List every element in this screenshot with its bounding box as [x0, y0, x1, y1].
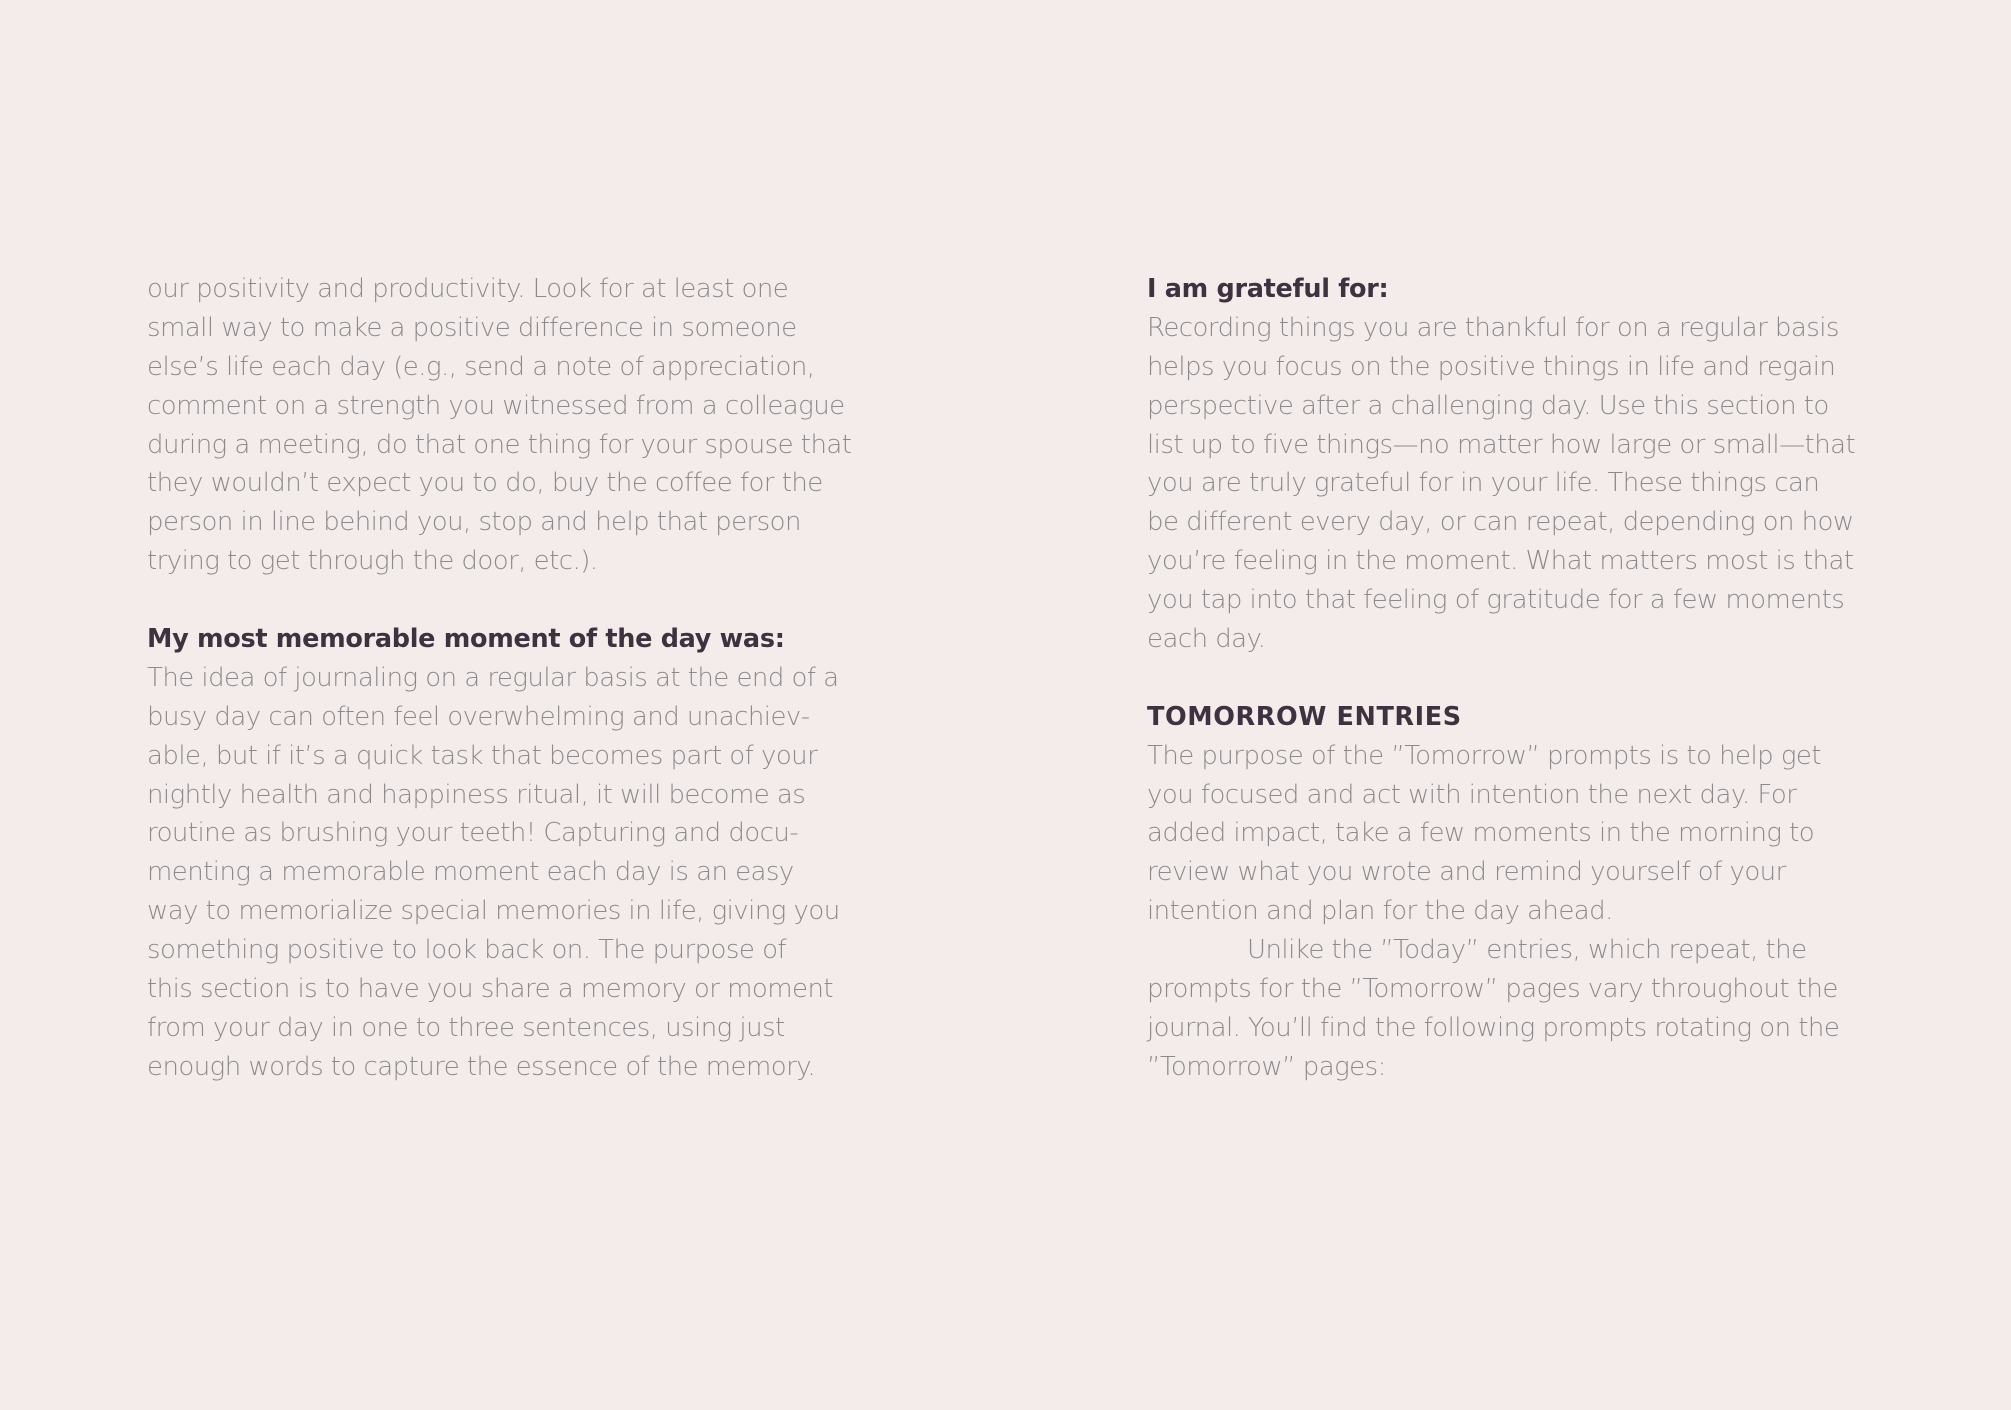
body-line: trying to get through the door, etc.).: [147, 546, 598, 577]
body-line: this section is to have you share a memory or moment: [147, 974, 834, 1005]
body-line: way to memorialize special memories in life, giving you: [147, 896, 840, 927]
body-line: The purpose of the ”Tomorrow” prompts is to help get: [1147, 740, 1821, 771]
body-line: able, but if it’s a quick task that becomes part of your: [147, 740, 818, 771]
body-line: person in line behind you, stop and help that person: [147, 507, 801, 538]
body-line: list up to five things—no matter how large or small—that: [1147, 429, 1856, 460]
body-line: helps you focus on the positive things in life and regain: [1147, 351, 1836, 382]
left-page: [0, 0, 1005, 1410]
body-line: ”Tomorrow” pages:: [1147, 1051, 1386, 1082]
body-line: review what you wrote and remind yourself of your: [1147, 857, 1786, 888]
body-line: they wouldn’t expect you to do, buy the coffee for the: [147, 468, 823, 499]
right-text-column: [1147, 270, 1867, 1087]
body-line: prompts for the ”Tomorrow” pages vary throughout the: [1147, 974, 1838, 1005]
tomorrow-entries-heading: TOMORROW ENTRIES: [1147, 701, 1462, 732]
tomorrow-paragraph: [1147, 737, 1867, 931]
left-text-column: [147, 270, 867, 1087]
body-line: menting a memorable moment each day is an easy: [147, 857, 794, 888]
body-line: you focused and act with intention the next day. For: [1147, 779, 1797, 810]
body-line: enough words to capture the essence of the memory.: [147, 1051, 816, 1082]
body-line: each day.: [1147, 624, 1266, 655]
body-line: during a meeting, do that one thing for your spouse that: [147, 429, 852, 460]
body-line: The idea of journaling on a regular basis at the end of a: [147, 662, 839, 693]
body-line: perspective after a challenging day. Use this section to: [1147, 390, 1829, 421]
body-line: our positivity and productivity. Look for at least one: [147, 274, 789, 304]
right-page: [1005, 0, 2010, 1410]
body-line: be different every day, or can repeat, depending on how: [1147, 507, 1854, 538]
memorable-moment-paragraph: [147, 659, 867, 1087]
body-line: something positive to look back on. The purpose of: [147, 935, 787, 966]
body-line: else’s life each day (e.g., send a note of appreciation,: [147, 351, 815, 382]
grateful-paragraph: [1147, 309, 1867, 659]
body-line: you’re feeling in the moment. What matters most is that: [1147, 546, 1854, 577]
memorable-moment-heading: My most memorable moment of the day was:: [147, 624, 785, 655]
body-line: you are truly grateful for in your life. These things can: [1147, 468, 1820, 499]
paragraph-gap: [147, 581, 867, 620]
body-line: nightly health and happiness ritual, it will become as: [147, 779, 806, 810]
paragraph-gap: [1147, 659, 1867, 698]
body-line: Recording things you are thankful for on a regular basis: [1147, 312, 1839, 343]
tomorrow-paragraph-2: [1147, 931, 1867, 1087]
body-line: you tap into that feeling of gratitude for a few moments: [1147, 585, 1845, 616]
body-line: added impact, take a few moments in the morning to: [1147, 818, 1815, 849]
body-line: routine as brushing your teeth! Capturing and docu-: [147, 818, 799, 849]
body-line: comment on a strength you witnessed from a colleague: [147, 390, 845, 421]
grateful-heading: I am grateful for:: [1147, 274, 1389, 304]
body-line: intention and plan for the day ahead.: [1147, 896, 1613, 927]
intro-paragraph: [147, 270, 867, 581]
body-line: from your day in one to three sentences, using just: [147, 1012, 785, 1043]
body-line: busy day can often feel overwhelming and unachiev-: [147, 701, 810, 732]
body-line: small way to make a positive difference in someone: [147, 312, 797, 343]
body-line-indented: Unlike the ”Today” entries, which repeat, the: [1247, 935, 1807, 966]
body-line: journal. You’ll find the following prompts rotating on the: [1147, 1012, 1840, 1043]
